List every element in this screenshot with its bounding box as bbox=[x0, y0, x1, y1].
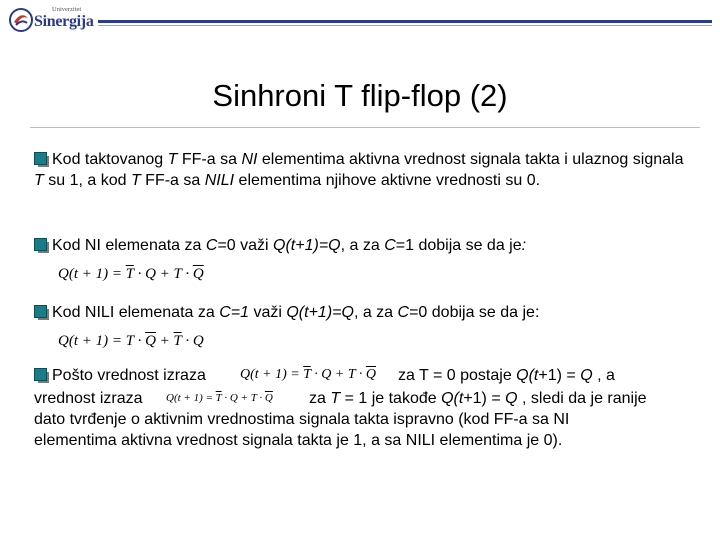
p4-text-n: , sledi da je ranije bbox=[517, 390, 647, 407]
p2-text-a: Kod NI elemenata za bbox=[52, 237, 206, 254]
formula-4-plus: + bbox=[237, 392, 251, 404]
header-rule-thin bbox=[98, 25, 712, 26]
p1-text-f: T bbox=[34, 171, 44, 189]
logo-small-text: Univerzitet bbox=[52, 6, 82, 13]
formula-1 bbox=[58, 266, 204, 283]
p3-text-f: C bbox=[397, 304, 410, 321]
p1-text-d: NI bbox=[241, 151, 258, 168]
square-bullet-icon bbox=[34, 152, 47, 165]
p2-text-e: , a za bbox=[340, 237, 385, 254]
p2-text-b: C bbox=[205, 237, 218, 254]
square-bullet-icon bbox=[34, 305, 47, 318]
p4-text-m: Q bbox=[505, 390, 518, 407]
paragraph-4-line-3 bbox=[34, 410, 694, 431]
formula-4-t-bar: $\overline{T}$ bbox=[215, 392, 222, 404]
formula-2-q: Q bbox=[192, 333, 204, 349]
p3-text-b: C=1 bbox=[219, 304, 250, 321]
p1-text-e: elementima aktivna vrednost signala takta i ulaznog signala bbox=[257, 151, 684, 168]
p3-text-c: važi bbox=[249, 304, 287, 321]
formula-1-dot: · bbox=[133, 266, 146, 282]
p4-text-j: = 1 je takođe bbox=[340, 390, 442, 407]
paragraph-1 bbox=[34, 150, 694, 191]
p4-text-f: , a bbox=[592, 367, 615, 384]
paragraph-2 bbox=[34, 236, 694, 257]
p4-text-g: vrednost izraza bbox=[34, 390, 143, 407]
formula-3-t-bar: $\overline{T}$ bbox=[303, 367, 311, 382]
p1-text-i: FF-a sa bbox=[140, 171, 205, 189]
p3-text-e: , a za bbox=[353, 304, 398, 321]
logo-brand-text: Sinergija bbox=[34, 13, 94, 30]
paragraph-4-line-4 bbox=[34, 431, 694, 452]
paragraph-4-line-2b bbox=[309, 389, 699, 410]
paragraph-4-line-2a bbox=[34, 389, 164, 410]
formula-2-dot: · bbox=[133, 333, 146, 349]
formula-3-plus: + bbox=[331, 367, 348, 382]
formula-1-t-bar: $\overline{T}$ bbox=[125, 266, 134, 282]
p2-text-c: =0 važi bbox=[217, 237, 274, 254]
formula-2 bbox=[58, 333, 204, 350]
formula-1-q: Q bbox=[145, 266, 156, 282]
formula-2-plus: + bbox=[155, 333, 174, 349]
p4-text-b: za T = 0 postaje bbox=[398, 367, 517, 384]
title-divider bbox=[30, 127, 700, 128]
square-bullet-icon bbox=[34, 368, 47, 381]
formula-2-q-bar: $\overline{Q}$ bbox=[145, 333, 156, 349]
formula-4-dot: · bbox=[221, 392, 230, 404]
p1-text-c: FF-a sa bbox=[177, 151, 242, 168]
header-rule bbox=[98, 20, 712, 23]
p1-text-g: su 1, a kod bbox=[43, 171, 131, 189]
formula-1-lhs: Q(t + 1) = bbox=[58, 266, 126, 282]
square-bullet-icon bbox=[34, 238, 47, 251]
formula-3-lhs: Q(t + 1) = bbox=[240, 367, 304, 382]
p1-text-k: elementima njihove aktivne vrednosti su 0. bbox=[234, 171, 541, 189]
formula-3-q-bar: $\overline{Q}$ bbox=[365, 367, 377, 382]
formula-3 bbox=[240, 367, 376, 383]
formula-4-t: T bbox=[250, 392, 257, 404]
p1-text-a: Kod taktovanog bbox=[52, 151, 168, 168]
p4-text-a: Pošto vrednost izraza bbox=[52, 367, 206, 384]
p3-text-a: Kod NILI elemenata za bbox=[52, 304, 220, 321]
formula-2-lhs: Q(t + 1) = bbox=[58, 333, 126, 349]
p4-text-k: Q(t bbox=[441, 390, 464, 407]
p4-text-c: Q(t bbox=[516, 367, 539, 384]
formula-3-t: T bbox=[347, 367, 356, 382]
p1-text-b: T bbox=[167, 151, 178, 168]
formula-4-q: Q bbox=[229, 392, 238, 404]
formula-2-t: T bbox=[125, 333, 134, 349]
formula-1-plus: + bbox=[155, 266, 174, 282]
formula-4-lhs: Q(t + 1) = bbox=[166, 392, 216, 404]
formula-3-q: Q bbox=[321, 367, 332, 382]
page-title: Sinhroni T flip-flop (2) bbox=[212, 78, 508, 113]
p4-text-i: T bbox=[330, 390, 341, 407]
p2-text-f: C bbox=[384, 237, 396, 254]
p4-text-l: +1) = bbox=[463, 390, 506, 407]
paragraph-3 bbox=[34, 303, 694, 324]
paragraph-4-line-1b bbox=[398, 366, 698, 387]
p4-text-d: +1) = bbox=[538, 367, 581, 384]
p2-text-g: =1 dobija se da je bbox=[395, 237, 522, 254]
formula-1-dot: · bbox=[181, 266, 193, 282]
p4-text-o: dato tvrđenje o aktivnim vrednostima signala takta ispravno (kod FF-a sa NI bbox=[34, 411, 570, 428]
sinergija-logo-icon bbox=[8, 7, 34, 33]
formula-4 bbox=[166, 392, 273, 404]
p2-text-d: Q(t+1)=Q bbox=[273, 237, 341, 254]
p4-text-h: za bbox=[309, 390, 331, 407]
formula-3-dot: · bbox=[355, 367, 366, 382]
p3-text-g: =0 dobija se da je: bbox=[409, 304, 540, 321]
formula-3-dot: · bbox=[310, 367, 322, 382]
p1-text-j: NILI bbox=[204, 171, 235, 189]
formula-1-q-bar: $\overline{Q}$ bbox=[192, 266, 204, 282]
formula-2-t-bar: $\overline{T}$ bbox=[173, 333, 182, 349]
p2-text-h: : bbox=[521, 237, 527, 254]
formula-4-dot: · bbox=[256, 392, 265, 404]
p3-text-d: Q(t+1)=Q bbox=[286, 304, 354, 321]
p1-text-h: T bbox=[130, 171, 141, 189]
formula-1-t: T bbox=[173, 266, 182, 282]
university-logo bbox=[8, 4, 98, 34]
p4-text-e: Q bbox=[580, 367, 593, 384]
formula-2-dot: · bbox=[181, 333, 193, 349]
formula-4-q-bar: $\overline{Q}$ bbox=[264, 392, 273, 404]
p4-text-p: elementima aktivna vrednost signala takta je 1, a sa NILI elementima je 0). bbox=[34, 432, 563, 449]
